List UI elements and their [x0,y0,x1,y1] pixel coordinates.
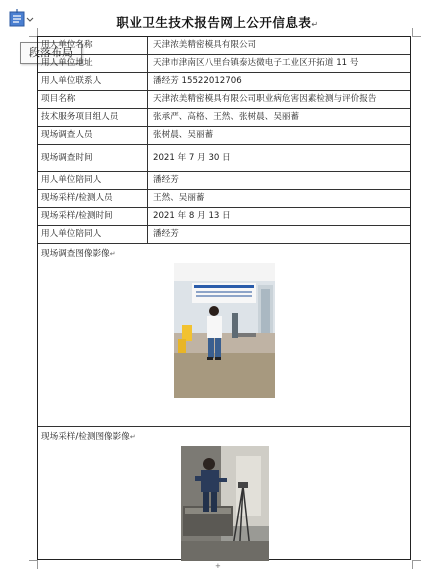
table-row [38,226,410,244]
row-label: 用人单位联系人 [38,73,148,90]
row-value: 王然、吴丽蓄 [153,193,205,203]
survey-photo [174,263,275,398]
row-value: 潘经芳 [153,229,179,239]
survey-photo-label: 现场调查图像影像↵ [41,249,116,259]
row-label: 项目名称 [38,91,148,108]
table-row [38,172,410,190]
row-value: 天津浓美精密模具有限公司 [153,40,257,50]
row-label: 现场调查人员 [38,127,148,144]
row-value: 潘经芳 15522012706 [153,76,242,86]
table-row [38,37,410,55]
row-value: 张承严、高格、王然、张树晨、吴丽蓄 [153,112,300,122]
table-row [38,91,410,109]
sampling-photo-label: 现场采样/检测图像影像↵ [41,432,136,442]
row-value: 2021 年 7 月 30 日 [153,153,231,163]
row-value: 潘经芳 [153,175,179,185]
table-row [38,55,410,73]
table-row [38,145,410,172]
row-label: 用人单位名称 [38,37,148,54]
row-label: 用人单位陪同人 [38,226,148,243]
table-row [38,73,410,91]
row-label: 现场调查时间 [38,145,148,171]
row-label: 技术服务项目组人员 [38,109,148,126]
row-value: 天津市津南区八里台镇泰达微电子工业区开拓道 11 号 [153,58,359,68]
row-label: 现场采样/检测人员 [38,190,148,207]
table-row [38,109,410,127]
row-value: 天津浓美精密模具有限公司职业病危害因素检测与评价报告 [153,94,377,104]
document-title: 职业卫生技术报告网上公开信息表↵ [116,15,319,30]
row-value: 2021 年 8 月 13 日 [153,211,231,221]
row-label: 用人单位陪同人 [38,172,148,189]
crop-mark-br [412,560,421,569]
crop-mark-bl [29,560,38,569]
page-number-mark: + [215,562,221,570]
table-row [38,127,410,145]
row-label: 用人单位地址 [38,55,148,72]
sampling-photo-section [38,427,410,561]
paragraph-layout-tooltip: 段落布局 [20,42,82,64]
sampling-photo [181,446,269,561]
row-label: 现场采样/检测时间 [38,208,148,225]
info-table [37,36,411,560]
table-row [38,190,410,208]
table-row [38,208,410,226]
row-value: 张树晨、吴丽蓄 [153,130,214,140]
survey-photo-section [38,244,410,427]
